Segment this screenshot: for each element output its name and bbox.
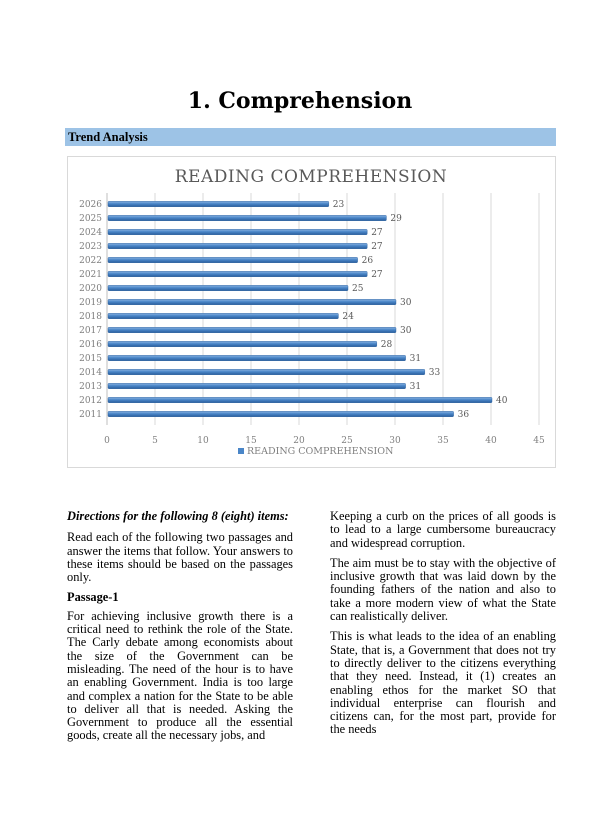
x-tick-label: 35 xyxy=(437,436,449,446)
data-label: 33 xyxy=(428,368,441,378)
text-column-left xyxy=(67,510,293,750)
bar xyxy=(108,215,386,221)
y-category-label: 2025 xyxy=(79,214,102,224)
x-tick-label: 20 xyxy=(293,436,305,446)
bar xyxy=(108,355,406,361)
data-label: 31 xyxy=(409,382,422,392)
data-label: 40 xyxy=(496,396,508,406)
y-category-label: 2024 xyxy=(79,228,102,238)
x-tick-label: 30 xyxy=(389,436,401,446)
directions-heading: Directions for the following 8 (eight) items: xyxy=(67,509,289,523)
data-label: 23 xyxy=(332,200,345,210)
y-category-label: 2022 xyxy=(79,256,102,266)
data-label: 27 xyxy=(371,228,383,238)
data-label: 30 xyxy=(400,326,412,336)
gridlines xyxy=(107,193,539,425)
y-category-label: 2021 xyxy=(79,270,102,280)
data-label: 27 xyxy=(371,270,383,280)
bar xyxy=(108,341,377,347)
y-category-label: 2014 xyxy=(79,368,102,378)
x-tick-label: 45 xyxy=(533,436,545,446)
y-category-label: 2015 xyxy=(79,354,102,364)
legend-label: READING COMPREHENSION xyxy=(247,446,394,457)
chapter-title: 1. Comprehension xyxy=(187,88,413,114)
bar xyxy=(108,271,367,277)
y-category-label: 2013 xyxy=(79,382,102,392)
x-tick-label: 0 xyxy=(104,436,110,446)
bar xyxy=(108,243,367,249)
passage-paragraph: For achieving inclusive growth there is a critical need to rethink the role of the State. The Carly debate among economists about the size of the Government can be misleading. The need of the hour is to have an enabling Government. India is too large and complex a nation for the State to be able to deliver all that is needed. Asking the Government to produce all the essential goods, create all the necessary jobs, and xyxy=(67,608,293,743)
bar xyxy=(108,411,454,417)
bar xyxy=(108,229,367,235)
y-category-label: 2023 xyxy=(79,242,102,252)
text-column-right xyxy=(330,510,556,744)
data-label: 26 xyxy=(361,256,374,266)
bar xyxy=(108,285,348,291)
bars xyxy=(108,201,492,417)
data-label: 25 xyxy=(352,284,364,294)
bar xyxy=(108,201,329,207)
data-label: 31 xyxy=(409,354,422,364)
x-tick-label: 5 xyxy=(152,436,158,446)
bar xyxy=(108,257,358,263)
bar-chart xyxy=(68,157,555,467)
passage-paragraph: The aim must be to stay with the objective of inclusive growth that was laid down by the founding fathers of the nation and also to take a more modern view of what the State can realistically deliver. xyxy=(330,555,556,624)
y-category-label: 2018 xyxy=(79,312,102,322)
data-label: 30 xyxy=(400,298,412,308)
bar xyxy=(108,299,396,305)
y-category-label: 2019 xyxy=(79,298,102,308)
y-category-label: 2017 xyxy=(79,326,102,336)
bar xyxy=(108,313,338,319)
chart-container xyxy=(67,156,556,468)
y-category-label: 2012 xyxy=(79,396,102,406)
bar xyxy=(108,369,425,375)
bar xyxy=(108,327,396,333)
data-label: 24 xyxy=(342,312,354,322)
y-category-label: 2020 xyxy=(79,284,102,294)
data-label: 28 xyxy=(380,340,393,350)
section-header-label: Trend Analysis xyxy=(68,130,148,144)
passage-paragraph: Keeping a curb on the prices of all goods is to lead to a large cumbersome bureaucracy and widespread corruption. xyxy=(330,509,556,550)
data-label: 29 xyxy=(390,214,402,224)
chart-title: READING COMPREHENSION xyxy=(174,167,448,187)
directions-text: Read each of the following two passages and answer the items that follow. Your answers to these items should be based on the passages only. xyxy=(67,530,293,585)
x-tick-label: 40 xyxy=(485,436,497,446)
x-tick-label: 15 xyxy=(245,436,257,446)
data-label: 36 xyxy=(457,410,470,420)
bar xyxy=(108,397,492,403)
y-category-label: 2011 xyxy=(79,410,102,420)
y-category-label: 2016 xyxy=(79,340,102,350)
data-label: 27 xyxy=(371,242,383,252)
y-category-label: 2026 xyxy=(79,200,102,210)
legend-swatch xyxy=(238,448,244,454)
bar xyxy=(108,383,406,389)
passage-label: Passage-1 xyxy=(67,590,119,605)
x-tick-label: 25 xyxy=(341,436,353,446)
section-header-bar xyxy=(65,128,556,146)
x-tick-label: 10 xyxy=(197,436,209,446)
passage-paragraph: This is what leads to the idea of an enabling State, that is, a Government that does not try to directly deliver to the citizens everything that they need. Instead, it (1) creates an enabling ethos for the market SO that individual enterprise can flourish and citizens can, for the most part, provide for the needs xyxy=(330,629,556,737)
